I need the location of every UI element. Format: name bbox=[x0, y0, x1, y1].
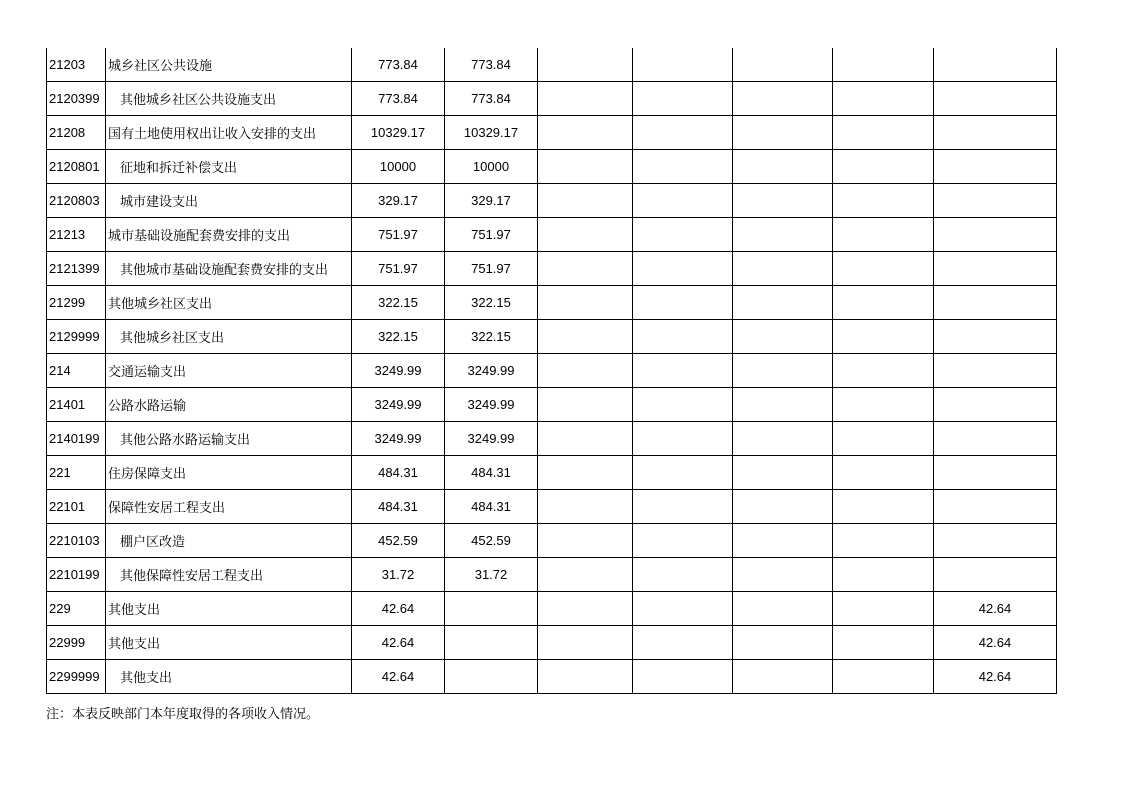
amount-cell-1: 484.31 bbox=[352, 456, 445, 490]
table-row bbox=[47, 558, 1057, 592]
amount-cell-7: 42.64 bbox=[934, 592, 1057, 626]
amount-cell-3 bbox=[538, 456, 633, 490]
amount-cell-1: 751.97 bbox=[352, 252, 445, 286]
name-cell: 城乡社区公共设施 bbox=[106, 48, 352, 82]
amount-cell-7: 42.64 bbox=[934, 626, 1057, 660]
amount-cell-7 bbox=[934, 252, 1057, 286]
name-cell: 其他城乡社区支出 bbox=[106, 320, 352, 354]
amount-cell-2: 773.84 bbox=[445, 48, 538, 82]
table-row bbox=[47, 218, 1057, 252]
amount-cell-2 bbox=[445, 592, 538, 626]
amount-cell-6 bbox=[833, 524, 934, 558]
amount-cell-4 bbox=[633, 320, 733, 354]
table-row bbox=[47, 456, 1057, 490]
code-cell: 214 bbox=[47, 354, 106, 388]
amount-cell-3 bbox=[538, 286, 633, 320]
name-cell: 棚户区改造 bbox=[106, 524, 352, 558]
name-cell: 交通运输支出 bbox=[106, 354, 352, 388]
name-cell: 其他城市基础设施配套费安排的支出 bbox=[106, 252, 352, 286]
amount-cell-6 bbox=[833, 286, 934, 320]
amount-cell-5 bbox=[733, 184, 833, 218]
amount-cell-6 bbox=[833, 456, 934, 490]
name-cell: 征地和拆迁补偿支出 bbox=[106, 150, 352, 184]
amount-cell-2: 322.15 bbox=[445, 320, 538, 354]
amount-cell-7 bbox=[934, 82, 1057, 116]
amount-cell-5 bbox=[733, 524, 833, 558]
code-cell: 2120399 bbox=[47, 82, 106, 116]
income-table bbox=[46, 48, 1057, 694]
amount-cell-5 bbox=[733, 82, 833, 116]
amount-cell-7 bbox=[934, 48, 1057, 82]
amount-cell-6 bbox=[833, 660, 934, 694]
amount-cell-6 bbox=[833, 218, 934, 252]
amount-cell-6 bbox=[833, 354, 934, 388]
code-cell: 229 bbox=[47, 592, 106, 626]
amount-cell-1: 773.84 bbox=[352, 48, 445, 82]
table-row bbox=[47, 388, 1057, 422]
amount-cell-4 bbox=[633, 456, 733, 490]
amount-cell-6 bbox=[833, 184, 934, 218]
code-cell: 2299999 bbox=[47, 660, 106, 694]
amount-cell-6 bbox=[833, 558, 934, 592]
amount-cell-2: 10329.17 bbox=[445, 116, 538, 150]
amount-cell-2: 31.72 bbox=[445, 558, 538, 592]
table-row bbox=[47, 184, 1057, 218]
amount-cell-1: 42.64 bbox=[352, 592, 445, 626]
amount-cell-2: 3249.99 bbox=[445, 354, 538, 388]
code-cell: 2120801 bbox=[47, 150, 106, 184]
amount-cell-5 bbox=[733, 422, 833, 456]
amount-cell-4 bbox=[633, 116, 733, 150]
amount-cell-6 bbox=[833, 252, 934, 286]
amount-cell-1: 751.97 bbox=[352, 218, 445, 252]
amount-cell-7: 42.64 bbox=[934, 660, 1057, 694]
name-cell: 其他城乡社区公共设施支出 bbox=[106, 82, 352, 116]
amount-cell-3 bbox=[538, 558, 633, 592]
code-cell: 2210103 bbox=[47, 524, 106, 558]
table-row bbox=[47, 252, 1057, 286]
amount-cell-5 bbox=[733, 456, 833, 490]
amount-cell-1: 773.84 bbox=[352, 82, 445, 116]
amount-cell-4 bbox=[633, 150, 733, 184]
amount-cell-3 bbox=[538, 48, 633, 82]
name-cell: 其他保障性安居工程支出 bbox=[106, 558, 352, 592]
amount-cell-5 bbox=[733, 388, 833, 422]
amount-cell-2: 3249.99 bbox=[445, 422, 538, 456]
code-cell: 21208 bbox=[47, 116, 106, 150]
amount-cell-6 bbox=[833, 626, 934, 660]
amount-cell-5 bbox=[733, 354, 833, 388]
name-cell: 城市建设支出 bbox=[106, 184, 352, 218]
amount-cell-3 bbox=[538, 660, 633, 694]
name-cell: 其他城乡社区支出 bbox=[106, 286, 352, 320]
amount-cell-2: 10000 bbox=[445, 150, 538, 184]
amount-cell-7 bbox=[934, 218, 1057, 252]
amount-cell-4 bbox=[633, 524, 733, 558]
amount-cell-5 bbox=[733, 320, 833, 354]
amount-cell-7 bbox=[934, 456, 1057, 490]
amount-cell-2: 484.31 bbox=[445, 456, 538, 490]
amount-cell-3 bbox=[538, 184, 633, 218]
amount-cell-7 bbox=[934, 388, 1057, 422]
amount-cell-4 bbox=[633, 354, 733, 388]
amount-cell-3 bbox=[538, 490, 633, 524]
amount-cell-2: 452.59 bbox=[445, 524, 538, 558]
table-row bbox=[47, 320, 1057, 354]
amount-cell-2 bbox=[445, 660, 538, 694]
amount-cell-4 bbox=[633, 252, 733, 286]
code-cell: 21203 bbox=[47, 48, 106, 82]
amount-cell-1: 42.64 bbox=[352, 660, 445, 694]
amount-cell-3 bbox=[538, 252, 633, 286]
amount-cell-1: 3249.99 bbox=[352, 388, 445, 422]
amount-cell-7 bbox=[934, 490, 1057, 524]
amount-cell-3 bbox=[538, 626, 633, 660]
income-table-sheet bbox=[46, 48, 1057, 694]
amount-cell-7 bbox=[934, 150, 1057, 184]
amount-cell-3 bbox=[538, 320, 633, 354]
table-body bbox=[47, 48, 1057, 694]
amount-cell-2: 322.15 bbox=[445, 286, 538, 320]
name-cell: 保障性安居工程支出 bbox=[106, 490, 352, 524]
amount-cell-1: 452.59 bbox=[352, 524, 445, 558]
amount-cell-4 bbox=[633, 660, 733, 694]
amount-cell-3 bbox=[538, 116, 633, 150]
table-row bbox=[47, 626, 1057, 660]
amount-cell-7 bbox=[934, 558, 1057, 592]
amount-cell-6 bbox=[833, 592, 934, 626]
amount-cell-4 bbox=[633, 218, 733, 252]
amount-cell-7 bbox=[934, 320, 1057, 354]
amount-cell-4 bbox=[633, 48, 733, 82]
amount-cell-3 bbox=[538, 150, 633, 184]
amount-cell-5 bbox=[733, 252, 833, 286]
amount-cell-2: 751.97 bbox=[445, 218, 538, 252]
name-cell: 公路水路运输 bbox=[106, 388, 352, 422]
table-row bbox=[47, 354, 1057, 388]
amount-cell-7 bbox=[934, 354, 1057, 388]
amount-cell-7 bbox=[934, 116, 1057, 150]
amount-cell-3 bbox=[538, 524, 633, 558]
amount-cell-2: 773.84 bbox=[445, 82, 538, 116]
table-row bbox=[47, 592, 1057, 626]
amount-cell-5 bbox=[733, 660, 833, 694]
amount-cell-4 bbox=[633, 490, 733, 524]
amount-cell-4 bbox=[633, 626, 733, 660]
amount-cell-2: 484.31 bbox=[445, 490, 538, 524]
code-cell: 22999 bbox=[47, 626, 106, 660]
amount-cell-1: 10000 bbox=[352, 150, 445, 184]
amount-cell-5 bbox=[733, 286, 833, 320]
code-cell: 2120803 bbox=[47, 184, 106, 218]
amount-cell-5 bbox=[733, 48, 833, 82]
amount-cell-7 bbox=[934, 524, 1057, 558]
amount-cell-1: 10329.17 bbox=[352, 116, 445, 150]
code-cell: 2121399 bbox=[47, 252, 106, 286]
amount-cell-5 bbox=[733, 558, 833, 592]
code-cell: 21213 bbox=[47, 218, 106, 252]
table-row bbox=[47, 286, 1057, 320]
code-cell: 2210199 bbox=[47, 558, 106, 592]
code-cell: 2140199 bbox=[47, 422, 106, 456]
code-cell: 221 bbox=[47, 456, 106, 490]
amount-cell-7 bbox=[934, 184, 1057, 218]
amount-cell-5 bbox=[733, 592, 833, 626]
amount-cell-5 bbox=[733, 150, 833, 184]
amount-cell-6 bbox=[833, 490, 934, 524]
code-cell: 2129999 bbox=[47, 320, 106, 354]
amount-cell-5 bbox=[733, 626, 833, 660]
amount-cell-1: 484.31 bbox=[352, 490, 445, 524]
name-cell: 其他支出 bbox=[106, 660, 352, 694]
amount-cell-7 bbox=[934, 286, 1057, 320]
amount-cell-6 bbox=[833, 320, 934, 354]
amount-cell-3 bbox=[538, 592, 633, 626]
amount-cell-6 bbox=[833, 422, 934, 456]
amount-cell-1: 42.64 bbox=[352, 626, 445, 660]
amount-cell-1: 322.15 bbox=[352, 286, 445, 320]
amount-cell-4 bbox=[633, 592, 733, 626]
amount-cell-3 bbox=[538, 218, 633, 252]
amount-cell-6 bbox=[833, 48, 934, 82]
table-row bbox=[47, 422, 1057, 456]
name-cell: 城市基础设施配套费安排的支出 bbox=[106, 218, 352, 252]
table-note: 注：本表反映部门本年度取得的各项收入情况。 bbox=[46, 707, 320, 722]
table-row bbox=[47, 524, 1057, 558]
amount-cell-3 bbox=[538, 82, 633, 116]
table-row bbox=[47, 150, 1057, 184]
code-cell: 21401 bbox=[47, 388, 106, 422]
name-cell: 其他支出 bbox=[106, 592, 352, 626]
amount-cell-5 bbox=[733, 218, 833, 252]
amount-cell-1: 329.17 bbox=[352, 184, 445, 218]
amount-cell-6 bbox=[833, 150, 934, 184]
amount-cell-2: 329.17 bbox=[445, 184, 538, 218]
amount-cell-3 bbox=[538, 422, 633, 456]
table-row bbox=[47, 660, 1057, 694]
amount-cell-4 bbox=[633, 558, 733, 592]
amount-cell-3 bbox=[538, 388, 633, 422]
amount-cell-4 bbox=[633, 82, 733, 116]
amount-cell-1: 3249.99 bbox=[352, 422, 445, 456]
amount-cell-2: 751.97 bbox=[445, 252, 538, 286]
table-row bbox=[47, 82, 1057, 116]
amount-cell-4 bbox=[633, 422, 733, 456]
table-row bbox=[47, 490, 1057, 524]
amount-cell-1: 31.72 bbox=[352, 558, 445, 592]
amount-cell-4 bbox=[633, 286, 733, 320]
amount-cell-4 bbox=[633, 184, 733, 218]
amount-cell-6 bbox=[833, 82, 934, 116]
name-cell: 其他公路水路运输支出 bbox=[106, 422, 352, 456]
name-cell: 其他支出 bbox=[106, 626, 352, 660]
amount-cell-7 bbox=[934, 422, 1057, 456]
amount-cell-3 bbox=[538, 354, 633, 388]
amount-cell-5 bbox=[733, 490, 833, 524]
table-row bbox=[47, 116, 1057, 150]
amount-cell-6 bbox=[833, 388, 934, 422]
table-row bbox=[47, 48, 1057, 82]
amount-cell-4 bbox=[633, 388, 733, 422]
amount-cell-2 bbox=[445, 626, 538, 660]
code-cell: 21299 bbox=[47, 286, 106, 320]
amount-cell-1: 3249.99 bbox=[352, 354, 445, 388]
amount-cell-5 bbox=[733, 116, 833, 150]
name-cell: 国有土地使用权出让收入安排的支出 bbox=[106, 116, 352, 150]
amount-cell-6 bbox=[833, 116, 934, 150]
code-cell: 22101 bbox=[47, 490, 106, 524]
amount-cell-2: 3249.99 bbox=[445, 388, 538, 422]
amount-cell-1: 322.15 bbox=[352, 320, 445, 354]
name-cell: 住房保障支出 bbox=[106, 456, 352, 490]
